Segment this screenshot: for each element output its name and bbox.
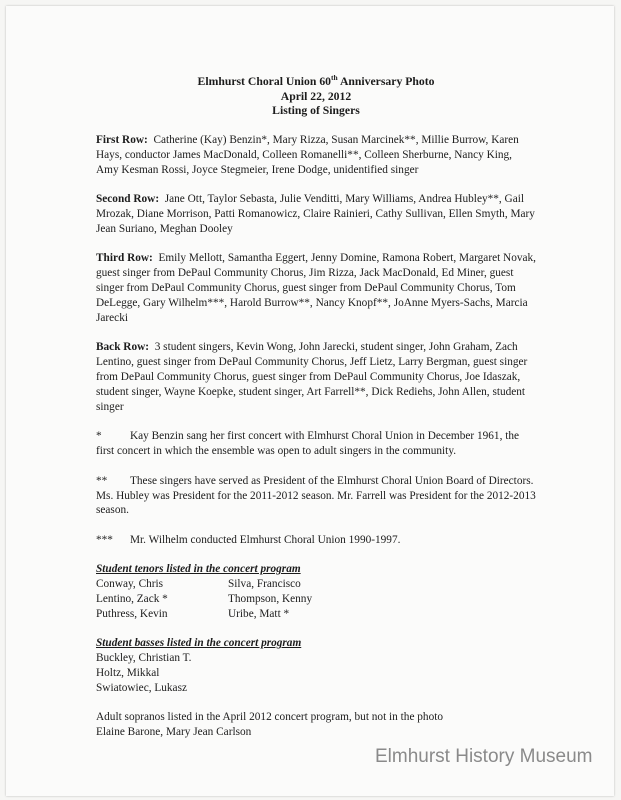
student-tenors-heading: Student tenors listed in the concert program (96, 563, 301, 576)
title-main: Elmhurst Choral Union 60 (197, 75, 332, 88)
row-third: Third Row: Emily Mellott, Samantha Eggert, Jenny Domine, Ramona Robert, Margaret Novak, guest singer from DePaul Community Chorus, Jim Rizza, Jack MacDonald, Ed Miner, guest singer from DePaul Community Chorus, guest singer from DePaul Community Chorus, Tom DeLegge, Gary Wilhelm***, Harold Burrow**, Nancy Knopf**, JoAnne Myers-Sachs, Marcia Jarecki (96, 252, 536, 324)
row-names: Catherine (Kay) Benzin*, Mary Rizza, Susan Marcinek**, Millie Burrow, Karen Hays, conductor James MacDonald, Colleen Romanelli**, Colleen Sherburne, Nancy King, Amy Kesman Rossi, Joyce Stegmeier, Irene Dodge, unidentified singer (96, 133, 519, 176)
list-item: Holtz, Mikkal (96, 667, 160, 680)
museum-watermark: Elmhurst History Museum (375, 746, 593, 767)
row-label: Third Row (96, 252, 150, 265)
row-names: Emily Mellott, Samantha Eggert, Jenny Domine, Ramona Robert, Margaret Novak, guest singer from DePaul Community Chorus, Jim Rizza, Jack MacDonald, Ed Miner, guest singer from DePaul Community Chorus, guest singer from DePaul Community Chorus, Tom DeLegge, Gary Wilhelm***, Harold Burrow**, Nancy Knopf**, JoAnne Myers-Sachs, Marcia Jarecki (96, 252, 536, 324)
student-basses-heading: Student basses listed in the concert program (96, 637, 302, 650)
title-date: April 22, 2012 (280, 89, 352, 103)
title-line-1 (96, 75, 536, 90)
adult-sopranos-section (96, 710, 536, 740)
footnote-single-asterisk (96, 429, 536, 459)
document-body (96, 75, 536, 755)
title-subtitle: Listing of Singers (272, 104, 360, 118)
list-item: Thompson, Kenny (228, 593, 313, 606)
list-item: Puthress, Kevin (96, 607, 168, 620)
footnote-mark: ** (96, 474, 108, 487)
title-block (96, 75, 536, 119)
list-item: Uribe, Matt * (228, 607, 290, 620)
list-item: Conway, Chris (96, 578, 164, 591)
adult-sopranos-heading: Adult sopranos listed in the April 2012 concert program, but not in the photo (96, 711, 444, 724)
tenors-column-2 (228, 577, 312, 622)
footnote-mark: *** (96, 533, 113, 546)
row-label: Second Row (96, 193, 156, 205)
row-second: Second Row: Jane Ott, Taylor Sebasta, Julie Venditti, Mary Williams, Andrea Hubley**, Gail Mrozak, Diane Morrison, Patti Romanowicz, Claire Rainieri, Cathy Sullivan, Ellen Smyth, Mary Jean Suriano, Meghan Dooley (96, 193, 535, 235)
list-item: Swiatowiec, Lukasz (96, 682, 187, 695)
row-label: Back Row (96, 341, 146, 354)
list-item: Buckley, Christian T. (96, 652, 192, 665)
title-rest: Anniversary Photo (337, 75, 435, 88)
footnote-triple-asterisk (96, 533, 536, 548)
row-label: First Row (96, 133, 145, 146)
row-names: Jane Ott, Taylor Sebasta, Julie Venditti, Mary Williams, Andrea Hubley**, Gail Mrozak, Diane Morrison, Patti Romanowicz, Claire Rainieri, Cathy Sullivan, Ellen Smyth, Mary Jean Suriano, Meghan Dooley (96, 193, 535, 235)
footnote-mark: * (96, 430, 102, 443)
adult-sopranos-names: Elaine Barone, Mary Jean Carlson (96, 726, 252, 739)
title-superscript: th (331, 73, 338, 83)
footnote-text: These singers have served as President of the Elmhurst Choral Union Board of Directors. Ms. Hubley was President for the 2011-2012 season. Mr. Farrell was President for the 2012-2013 season. (96, 474, 536, 517)
student-tenors-section (96, 562, 536, 622)
row-names: 3 student singers, Kevin Wong, John Jarecki, student singer, John Graham, Zach Lentino, guest singer from DePaul Community Chorus, Jeff Lietz, Larry Bergman, guest singer from DePaul Community Chorus, guest singer from DePaul Community Chorus, Joe Idaszak, student singer, Wayne Koepke, student singer, Art Farrell**, Dick Rediehs, John Allen, student singer (96, 341, 528, 413)
list-item: Lentino, Zack * (96, 593, 168, 606)
tenors-column-1 (96, 577, 228, 622)
row-back: Back Row: 3 student singers, Kevin Wong, John Jarecki, student singer, John Graham, Zach Lentino, guest singer from DePaul Community Chorus, Jeff Lietz, Larry Bergman, guest singer from DePaul Community Chorus, guest singer from DePaul Community Chorus, Joe Idaszak, student singer, Wayne Koepke, student singer, Art Farrell**, Dick Rediehs, John Allen, student singer (96, 341, 528, 413)
row-first: First Row: Catherine (Kay) Benzin*, Mary Rizza, Susan Marcinek**, Millie Burrow, Karen Hays, conductor James MacDonald, Colleen Romanelli**, Colleen Sherburne, Nancy King, Amy Kesman Rossi, Joyce Stegmeier, Irene Dodge, unidentified singer (96, 133, 519, 176)
student-basses-section (96, 636, 536, 696)
footnote-text: Kay Benzin sang her first concert with Elmhurst Choral Union in December 1961, the first concert in which the ensemble was open to adult singers in the community. (96, 430, 520, 458)
footnote-double-asterisk (96, 474, 536, 519)
footnote-text: Mr. Wilhelm conducted Elmhurst Choral Union 1990-1997. (130, 533, 401, 546)
list-item: Silva, Francisco (228, 578, 301, 591)
